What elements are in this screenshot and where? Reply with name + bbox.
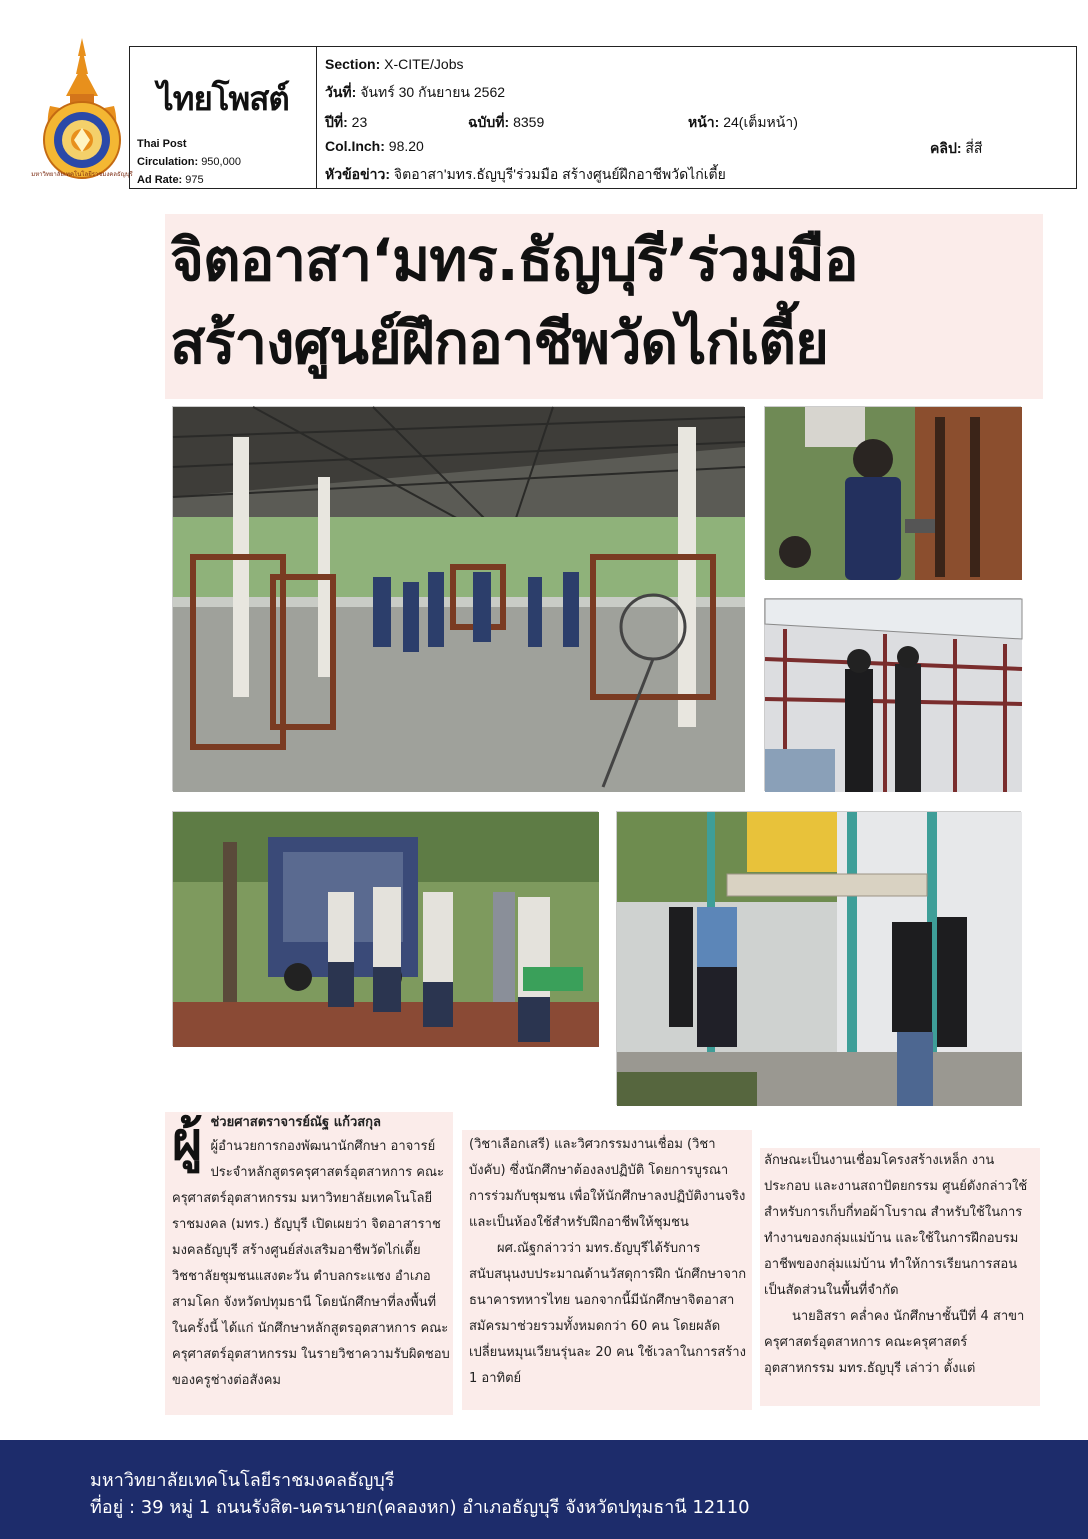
article-column-3 [764, 1148, 1036, 1382]
column-3-paragraph-1: ลักษณะเป็นงานเชื่อมโครงสร้างเหล็ก งานประกอบ และงานสถาปัตยกรรม ศูนย์ดังกล่าวใช้สำหรับการเก็บกี่ทอผ้าโบราณ สำหรับใช้ในการทำงานของกลุ่มแม่บ้าน และใช้ในการฝึกอบรมอาชีพของกลุ่มแม่บ้าน ทำให้การเรียนการสอนเป็นสัดส่วนในพื้นที่จำกัด [764, 1153, 1028, 1298]
ad-rate-value: 975 [185, 174, 204, 186]
column-3-paragraph-2: นายอิสรา คล่ำคง นักศึกษาชั้นปีที่ 4 สาขาครุศาสตร์อุตสาหการ คณะครุศาสตร์อุตสาหกรรม มทร.ธัญบุรี เล่าว่า ตั้งแต่ [764, 1309, 1025, 1376]
clip-value: สี่สี [965, 140, 983, 156]
date-value: จันทร์ 30 กันยายน 2562 [360, 84, 506, 100]
photo-unloading-truck [172, 811, 598, 1046]
section-label: Section: [325, 56, 381, 72]
title-label: หัวข้อข่าว: [325, 166, 391, 182]
date-label: วันที่: [325, 84, 357, 100]
page-value: 24(เต็มหน้า) [723, 114, 798, 130]
section-field [325, 56, 463, 72]
issue-label: ฉบับที่: [468, 114, 510, 130]
issue-value: 8359 [513, 114, 545, 130]
university-seal-logo [31, 36, 133, 186]
headline-line-2: สร้างศูนย์ฝึกอาชีพวัดไก่เตี้ย [170, 309, 828, 377]
photo-roof-welding [764, 598, 1021, 791]
date-field [325, 82, 505, 104]
photo-installing-panel [616, 811, 1021, 1105]
ad-rate [137, 174, 204, 186]
page-field [688, 112, 798, 134]
year-value: 23 [351, 114, 368, 130]
byline-lead: ช่วยศาสตราจารย์ณัฐ แก้วสกุล [210, 1115, 382, 1130]
article-column-2 [469, 1132, 747, 1392]
issue-field [468, 112, 544, 134]
title-value: จิตอาสา'มทร.ธัญบุรี'ร่วมมือ สร้างศูนย์ฝึกอาชีพวัดไก่เตี้ย [393, 166, 726, 182]
footer-address: ที่อยู่ : 39 หมู่ 1 ถนนรังสิต-นครนายก(คลองหก) อำเภอธัญบุรี จังหวัดปทุมธานี 12110 [90, 1497, 750, 1518]
clip-field [930, 138, 982, 160]
dropcap: ผู้ [172, 1112, 203, 1172]
column-2-paragraph-1: (วิชาเลือกเสรี) และวิศวกรรมงานเชื่อม (วิชาบังคับ) ซึ่งนักศึกษาต้องลงปฏิบัติ โดยการบูรณาการร่วมกับชุมชน เพื่อให้นักศึกษาลงปฏิบัติงานจริงและเป็นห้องใช้สำหรับฝึกอาชีพให้ชุมชน [469, 1137, 746, 1230]
colinch-field [325, 138, 424, 154]
publication-panel [129, 46, 317, 189]
publication-name: Thai Post [137, 138, 187, 150]
colinch-label: Col.Inch: [325, 138, 385, 154]
circulation [137, 156, 241, 168]
photo-pavilion-looms [172, 406, 744, 791]
article-column-1 [172, 1112, 450, 1394]
footer-university: มหาวิทยาลัยเทคโนโลยีราชมงคลธัญบุรี [90, 1470, 395, 1491]
seal-ring-text: มหาวิทยาลัยเทคโนโลยีราชมงคลธัญบุรี [31, 171, 133, 178]
headline-line-1: จิตอาสา‘มทร.ธัญบุรี’ร่วมมือ [170, 226, 858, 294]
column-2-paragraph-2: ผศ.ณัฐกล่าวว่า มทร.ธัญบุรีได้รับการสนับสนุนงบประมาณด้านวัสดุการฝึก นักศึกษาจากธนาคารทหารไทย นอกจากนี้มีนักศึกษาจิตอาสาสมัครมาช่วยรวมทั้งหมดกว่า 60 คน โดยผลัดเปลี่ยนหมุนเวียนรุ่นละ 20 คน ใช้เวลาในการสร้าง 1 อาทิตย์ [469, 1241, 747, 1386]
publication-logo: ไทยโพสต์ [157, 79, 289, 118]
year-label: ปีที่: [325, 114, 348, 130]
column-1-text: ผู้อำนวยการกองพัฒนานักศึกษา อาจารย์ประจำหลักสูตรครุศาสตร์อุตสาหการ คณะครุศาสตร์อุตสาหกรรม มหาวิทยาลัยเทคโนโลยีราชมงคล (มทร.) ธัญบุรี เปิดเผยว่า จิตอาสาราชมงคลธัญบุรี สร้างศูนย์ส่งเสริมอาชีพวัดไก่เตี้ย วิชชาลัยชุมชนแสงตะวัน ตำบลกระแชง อำเภอสามโคก จังหวัดปทุมธานี โดยนักศึกษาที่ลงพื้นที่ในครั้งนี้ ได้แก่ นักศึกษาหลักสูตรอุตสาหการ คณะครุศาสตร์อุตสาหกรรม ในรายวิชาความรับผิดชอบของครูช่างต่อสังคม [172, 1139, 450, 1388]
clip-label: คลิป: [930, 140, 962, 156]
photo-student-grinding [764, 406, 1021, 579]
circulation-label: Circulation: [137, 156, 199, 168]
ad-rate-label: Ad Rate: [137, 174, 183, 186]
circulation-value: 950,000 [201, 156, 241, 168]
page-label: หน้า: [688, 114, 720, 130]
section-value: X-CITE/Jobs [384, 56, 464, 72]
colinch-value: 98.20 [388, 138, 424, 154]
title-field [325, 164, 726, 186]
year-field [325, 112, 367, 134]
